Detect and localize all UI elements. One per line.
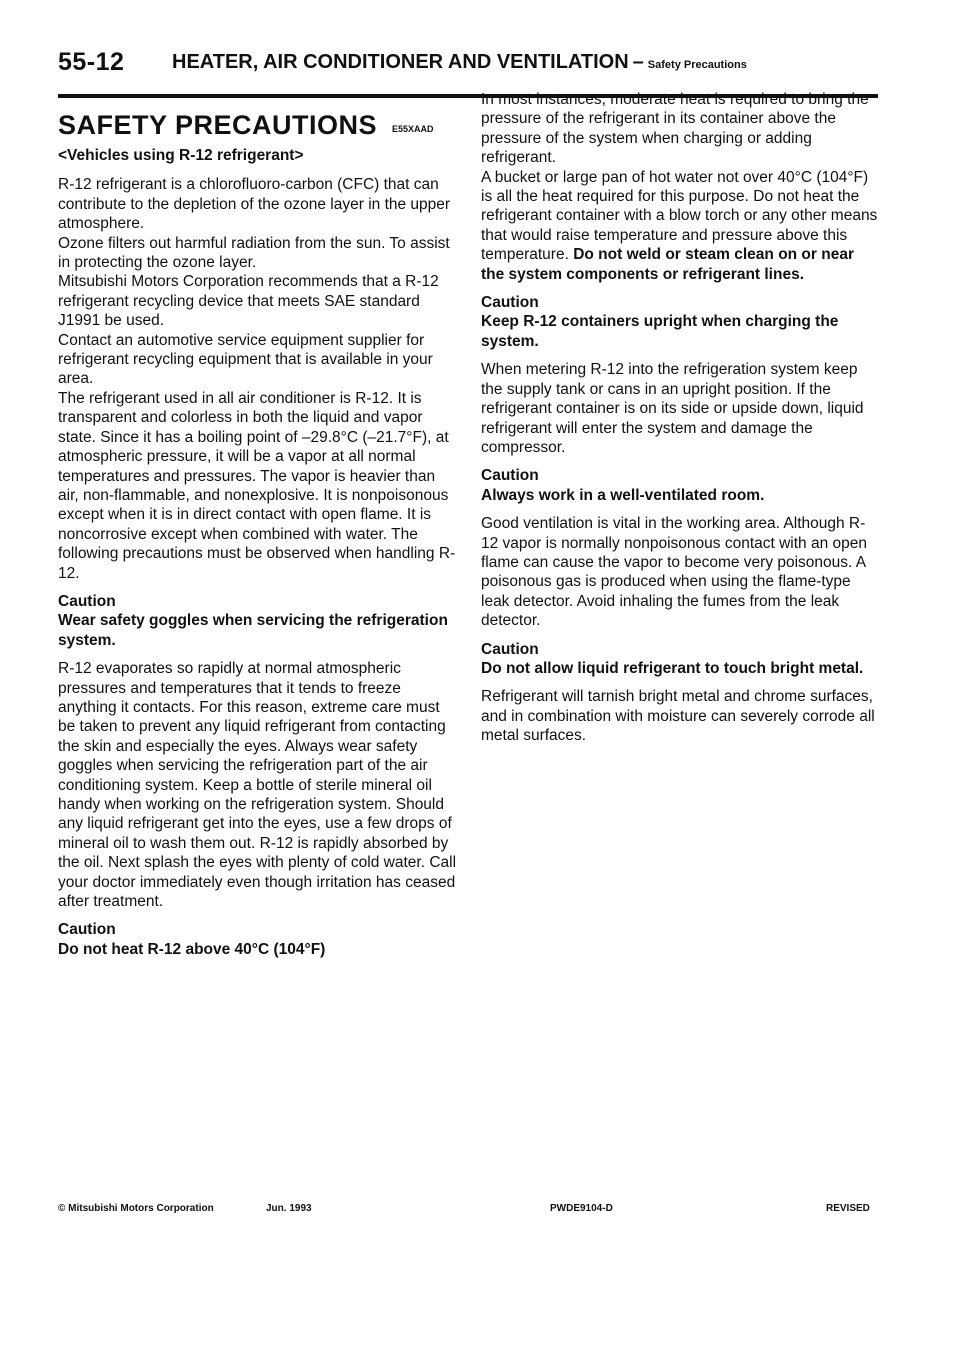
subheading: <Vehicles using R-12 refrigerant> bbox=[58, 147, 304, 164]
caution-text: Keep R-12 containers upright when charging the system. bbox=[481, 313, 839, 350]
caution-label: Caution bbox=[58, 592, 116, 610]
right-paragraph-text: A bucket or large pan of hot water not over 40°C (104°F) is all the heat required for this purpose. Do not heat the refrigerant container with a blow torch or any other means that would raise temperature and pressure above this temperature. bbox=[481, 168, 878, 264]
caution-text: Do not allow liquid refrigerant to touch bright metal. bbox=[481, 659, 864, 677]
left-column bbox=[58, 146, 458, 968]
right-paragraph bbox=[481, 168, 881, 284]
right-paragraph: When metering R-12 into the refrigeration system keep the supply tank or cans in an upright position. If the refrigerant container is on its side or upside down, liquid refrigerant will enter the system and damage the compressor. bbox=[481, 361, 864, 456]
page-title: SAFETY PRECAUTIONS bbox=[58, 110, 378, 140]
left-paragraph: Mitsubishi Motors Corporation recommends that a R-12 refrigerant recycling device that meets SAE standard J1991 be used. bbox=[58, 273, 439, 330]
left-paragraph: R-12 refrigerant is a chlorofluoro-carbon (CFC) that can contribute to the depletion of the ozone layer in the upper atmosphere. bbox=[58, 176, 451, 233]
right-paragraph: Good ventilation is vital in the working area. Although R-12 vapor is normally nonpoisonous contact with an open flame can cause the vapor to become very poisonous. A poisonous gas is produced when using the flame-type leak detector. Avoid inhaling the fumes from the leak detector. bbox=[481, 515, 868, 630]
caution-label: Caution bbox=[58, 921, 116, 939]
footer-date: Jun. 1993 bbox=[266, 1203, 312, 1214]
right-column bbox=[481, 90, 881, 755]
page-number: 55-12 bbox=[58, 48, 125, 76]
section-name: Safety Precautions bbox=[647, 59, 747, 71]
footer-copyright: © Mitsubishi Motors Corporation bbox=[58, 1203, 214, 1214]
right-paragraph: Refrigerant will tarnish bright metal and chrome surfaces, and in combination with moisture can severely corrode all metal surfaces. bbox=[481, 688, 875, 745]
chapter-title bbox=[172, 51, 747, 74]
left-paragraph: Ozone filters out harmful radiation from the sun. To assist in protecting the ozone layer. bbox=[58, 234, 450, 272]
caution-text: Do not heat R-12 above 40°C (104°F) bbox=[58, 940, 326, 958]
left-paragraph: The refrigerant used in all air conditioner is R-12. It is transparent and colorless in both the liquid and vapor state. Since it has a boiling point of –29.8°C (–21.7°F), at atmospheric pressure, it will be a vapor at all normal temperatures and pressures. The vapor is heavier than air, non-flammable, and nonexplosive. It is nonpoisonous except when it is in direct contact with open flame. It is noncorrosive except when combined with water. The following precautions must be observed when handling R-12. bbox=[58, 389, 456, 582]
footer-doc-code: PWDE9104-D bbox=[550, 1203, 613, 1214]
caution-text: Wear safety goggles when servicing the refrigeration system. bbox=[58, 612, 448, 649]
caution-label: Caution bbox=[481, 294, 539, 312]
left-paragraph: Contact an automotive service equipment supplier for refrigerant recycling equipment that is available in your area. bbox=[58, 331, 433, 388]
left-paragraph: R-12 evaporates so rapidly at normal atmospheric pressures and temperatures that it tends to freeze anything it contacts. For this reason, extreme care must be taken to prevent any liquid refrigerant from contacting the skin and especially the eyes. Always wear safety goggles when servicing the refrigeration part of the air conditioning system. Keep a bottle of sterile mineral oil handy when working on the refrigeration system. Should any liquid refrigerant get into the eyes, use a few drops of mineral oil to wash them out. R-12 is rapidly absorbed by the oil. Next splash the eyes with plenty of cold water. Call your doctor immediately even though irritation has ceased after treatment. bbox=[58, 660, 457, 911]
page-header bbox=[58, 42, 878, 92]
header-dash: – bbox=[632, 51, 644, 73]
caution-label: Caution bbox=[481, 467, 539, 485]
warning-bold-text: Do not weld or steam clean on or near the system components or refrigerant lines. bbox=[481, 246, 854, 283]
right-paragraph: In most instances, moderate heat is required to bring the pressure of the refrigerant in its container above the pressure of the system when charging or adding refrigerant. bbox=[481, 91, 869, 167]
caution-label: Caution bbox=[481, 640, 539, 658]
caution-text: Always work in a well-ventilated room. bbox=[481, 486, 765, 504]
footer-status: REVISED bbox=[826, 1203, 870, 1214]
title-code: E55XAAD bbox=[392, 124, 434, 134]
chapter-name: HEATER, AIR CONDITIONER AND VENTILATION bbox=[172, 51, 629, 73]
